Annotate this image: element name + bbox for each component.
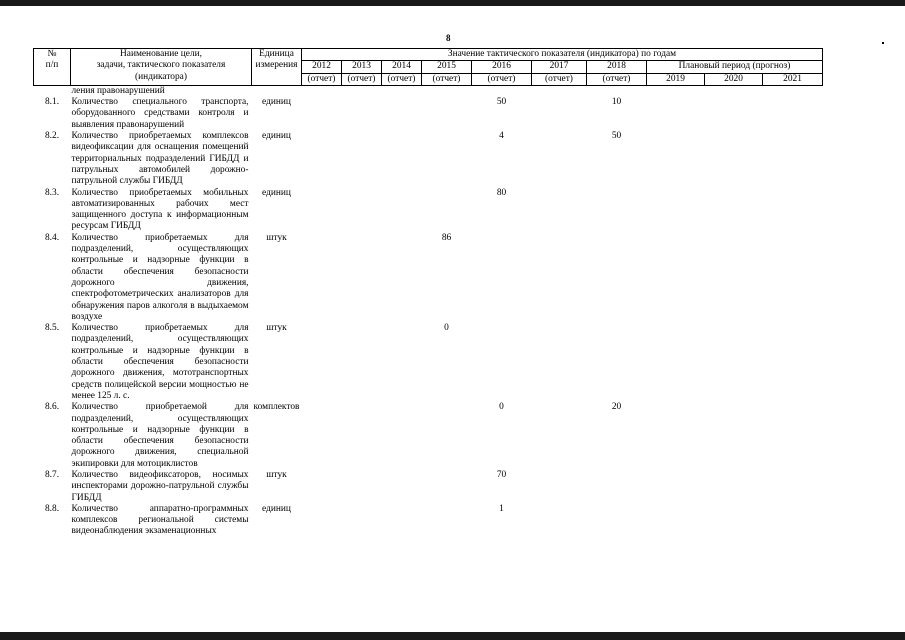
row-value <box>342 233 382 323</box>
row-value <box>763 188 823 233</box>
row-value: 20 <box>611 402 622 413</box>
row-unit: штук <box>266 232 287 243</box>
row-value <box>647 233 705 323</box>
indicator-table-wrapper <box>33 48 823 538</box>
row-value <box>763 504 823 538</box>
row-number: 8.8. <box>44 503 60 514</box>
row-unit: штук <box>266 323 287 334</box>
row-value <box>647 323 705 402</box>
row-unit: единиц <box>262 131 291 142</box>
row-value <box>587 470 647 504</box>
row-number: 8.4. <box>44 232 60 243</box>
indicator-table <box>33 48 823 538</box>
row-value <box>705 233 763 323</box>
row-value <box>302 402 342 470</box>
row-value <box>705 323 763 402</box>
row-value <box>763 402 823 470</box>
row-value <box>763 323 823 402</box>
row-value <box>302 233 342 323</box>
row-number: 8.6. <box>44 402 60 413</box>
row-value: 50 <box>611 131 622 142</box>
row-value <box>763 131 823 187</box>
row-value <box>302 470 342 504</box>
row-value <box>705 470 763 504</box>
row-value <box>705 97 763 131</box>
row-value <box>763 470 823 504</box>
row-value <box>587 233 647 323</box>
header-year: 2015 <box>422 61 472 73</box>
row-indicator-name: Количество приобретаемой для подразделений, осуществляющих контрольные и надзорные функции в области обеспечения безопасности дорожного движения, специальной экипировки для мотоциклистов <box>71 402 249 469</box>
row-value <box>587 504 647 538</box>
row-value <box>763 97 823 131</box>
top-border <box>0 0 905 6</box>
row-value <box>422 188 472 233</box>
row-value <box>532 131 587 187</box>
row-value <box>422 97 472 131</box>
row-value <box>705 504 763 538</box>
table-row <box>34 97 823 131</box>
header-year: 2016 <box>472 61 532 73</box>
table-body <box>34 85 823 537</box>
speck <box>882 42 884 44</box>
header-year-note: (отчет) <box>587 73 647 85</box>
row-value <box>705 188 763 233</box>
row-value <box>705 131 763 187</box>
bottom-border <box>0 632 905 640</box>
row-value <box>342 504 382 538</box>
row-value <box>302 323 342 402</box>
row-value <box>342 97 382 131</box>
row-value <box>422 131 472 187</box>
row-unit: штук <box>266 469 287 480</box>
header-year: 2017 <box>532 61 587 73</box>
row-value: 50 <box>496 97 507 108</box>
row-unit: единиц <box>262 97 291 108</box>
header-year-note: (отчет) <box>532 73 587 85</box>
row-number: 8.1. <box>44 97 60 108</box>
row-value <box>342 470 382 504</box>
header-name: Наименование цели, задачи, тактического показателя (индикатора) <box>71 49 252 86</box>
header-year: 2014 <box>382 61 422 73</box>
table-row <box>34 504 823 538</box>
row-value <box>382 402 422 470</box>
continuation-row <box>34 85 823 97</box>
row-value <box>532 323 587 402</box>
row-value <box>382 188 422 233</box>
row-number: 8.2. <box>44 131 60 142</box>
row-indicator-name: Количество приобретаемых для подразделений, осуществляющих контрольные и надзорные функции в области обеспечения безопасности дорожного движения, мототранспортных средств полицейской версии мощностью не менее 125 л. с. <box>71 323 249 401</box>
table-row <box>34 470 823 504</box>
header-year: 2018 <box>587 61 647 73</box>
table-row <box>34 131 823 187</box>
row-value: 4 <box>499 131 504 142</box>
row-value <box>422 470 472 504</box>
row-value: 10 <box>611 97 622 108</box>
header-plan-year: 2021 <box>763 73 823 85</box>
row-value <box>302 504 342 538</box>
row-value <box>647 504 705 538</box>
header-unit: Единица измерения <box>252 49 302 86</box>
page-number: 8 <box>446 33 451 43</box>
row-value <box>532 402 587 470</box>
row-value <box>647 470 705 504</box>
row-value <box>587 323 647 402</box>
row-indicator-name: Количество специального транспорта, оборудованного средствами контроля и выявления правонарушений <box>71 97 249 130</box>
row-value <box>472 323 532 402</box>
header-values: Значение тактического показателя (индикатора) по годам <box>302 49 823 61</box>
row-indicator-name: Количество приобретаемых для подразделений, осуществляющих контрольные и надзорные функции в области обеспечения безопасности дорожного движения, спектрофотометрических анализаторов для обнаружения паров алкоголя в выдыхаемом воздухе <box>71 232 249 322</box>
row-number: 8.3. <box>44 187 60 198</box>
row-unit: комплектов <box>253 402 300 413</box>
row-value <box>422 504 472 538</box>
row-value <box>532 504 587 538</box>
header-year: 2013 <box>342 61 382 73</box>
row-value <box>342 323 382 402</box>
row-value: 0 <box>499 402 504 413</box>
row-value <box>422 402 472 470</box>
header-year-note: (отчет) <box>302 73 342 85</box>
row-value <box>532 470 587 504</box>
row-value <box>382 323 422 402</box>
header-year-note: (отчет) <box>422 73 472 85</box>
row-value <box>342 402 382 470</box>
row-value <box>763 233 823 323</box>
table-row <box>34 323 823 402</box>
row-value <box>302 97 342 131</box>
row-value <box>342 131 382 187</box>
row-indicator-name: Количество видеофиксаторов, носимых инспекторами дорожно-патрульной службы ГИБДД <box>71 469 249 503</box>
row-indicator-name: Количество приобретаемых комплексов видеофиксации для оснащения помещений территориальных подразделений ГИБДД и патрульных автомобилей дорожно-патрульной службы ГИБДД <box>71 131 249 187</box>
row-value <box>647 97 705 131</box>
table-row <box>34 188 823 233</box>
row-value <box>302 131 342 187</box>
row-value <box>587 188 647 233</box>
header-year-note: (отчет) <box>342 73 382 85</box>
row-value <box>532 97 587 131</box>
row-indicator-name: Количество приобретаемых мобильных автоматизированных рабочих мест защищенного доступа к информационным ресурсам ГИБДД <box>71 187 249 232</box>
row-value <box>302 188 342 233</box>
row-value <box>647 131 705 187</box>
header-year: 2012 <box>302 61 342 73</box>
row-number: 8.7. <box>44 469 60 480</box>
table-row <box>34 402 823 470</box>
row-value <box>382 233 422 323</box>
row-value <box>647 402 705 470</box>
header-year-note: (отчет) <box>382 73 422 85</box>
row-value: 1 <box>499 503 504 514</box>
row-value <box>342 188 382 233</box>
row-value <box>382 470 422 504</box>
row-unit: единиц <box>262 503 291 514</box>
row-indicator-name: Количество аппаратно-программных комплексов региональной системы видеонаблюдения экзаменационных <box>71 503 249 537</box>
row-value <box>705 402 763 470</box>
row-value <box>382 504 422 538</box>
table-row <box>34 233 823 323</box>
row-value <box>382 97 422 131</box>
continuation-text: ления правонарушений <box>71 85 165 96</box>
row-value: 0 <box>444 323 449 334</box>
row-number: 8.5. <box>44 323 60 334</box>
row-value <box>647 188 705 233</box>
row-value: 86 <box>441 232 452 243</box>
header-plan-year: 2019 <box>647 73 705 85</box>
row-value: 70 <box>496 469 507 480</box>
header-num: № п/п <box>34 49 71 86</box>
row-value <box>532 188 587 233</box>
header-plan-year: 2020 <box>705 73 763 85</box>
row-value <box>532 233 587 323</box>
row-value <box>472 233 532 323</box>
row-unit: единиц <box>262 187 291 198</box>
header-plan-period: Плановый период (прогноз) <box>647 61 823 73</box>
header-year-note: (отчет) <box>472 73 532 85</box>
row-value: 80 <box>496 187 507 198</box>
row-value <box>382 131 422 187</box>
